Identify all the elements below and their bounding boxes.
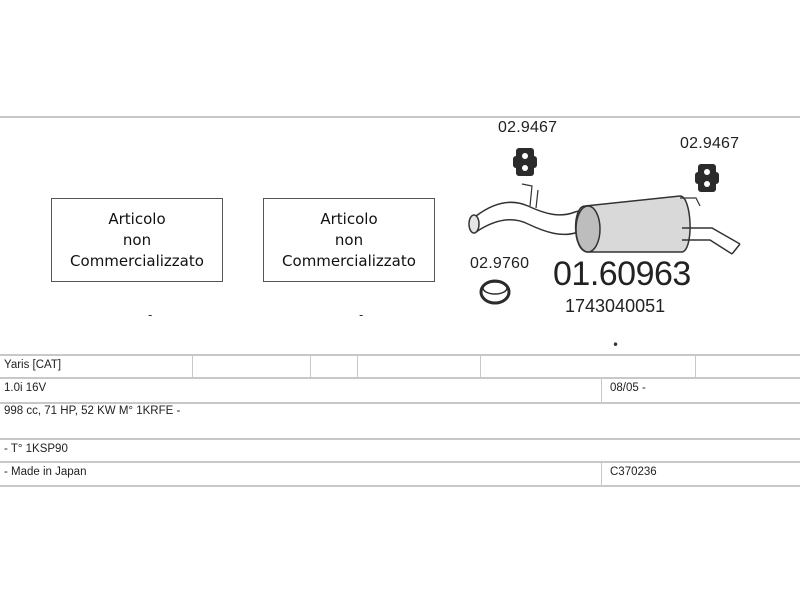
specs-cell: 998 cc, 71 HP, 52 KW M° 1KRFE - [4, 405, 181, 417]
main-part-code[interactable]: 01.60963 [553, 255, 691, 293]
rear-silencer-icon[interactable] [469, 184, 740, 254]
date-cell: 08/05 - [610, 382, 646, 394]
box-2-dash: - [359, 308, 364, 322]
box-line-2: non [122, 230, 152, 249]
box-line-3: Commercializzato [282, 251, 416, 270]
box-line-1: Articolo [108, 209, 166, 228]
box-line-2: non [334, 230, 364, 249]
table-row [0, 354, 800, 356]
hanger-left-icon[interactable] [513, 148, 537, 176]
table-divider [192, 356, 193, 377]
reference-dot: • [612, 338, 620, 352]
model-cell: Yaris [CAT] [4, 359, 62, 371]
gasket-ring-icon[interactable] [481, 281, 509, 303]
gasket-code[interactable]: 02.9760 [470, 255, 530, 272]
table-row [0, 461, 800, 463]
table-row [0, 377, 800, 379]
hanger-right-icon[interactable] [695, 164, 719, 192]
table-row [0, 402, 800, 404]
type-cell: - T° 1KSP90 [4, 443, 68, 455]
table-divider [695, 356, 696, 377]
hanger-left-code[interactable]: 02.9467 [498, 119, 558, 136]
ref-code-cell: C370236 [610, 466, 657, 478]
engine-cell: 1.0i 16V [4, 382, 47, 394]
table-row [0, 438, 800, 440]
hanger-right-code[interactable]: 02.9467 [680, 135, 740, 152]
box-line-3: Commercializzato [70, 251, 204, 270]
table-divider [357, 356, 358, 377]
table-divider [310, 356, 311, 377]
origin-cell: - Made in Japan [4, 466, 87, 478]
box-line-1: Articolo [320, 209, 378, 228]
box-1-dash: - [148, 308, 153, 322]
table-row [0, 485, 800, 487]
oem-part-code: 1743040051 [565, 296, 666, 316]
table-divider [601, 463, 602, 485]
table-divider [601, 379, 602, 402]
table-divider [480, 356, 481, 377]
